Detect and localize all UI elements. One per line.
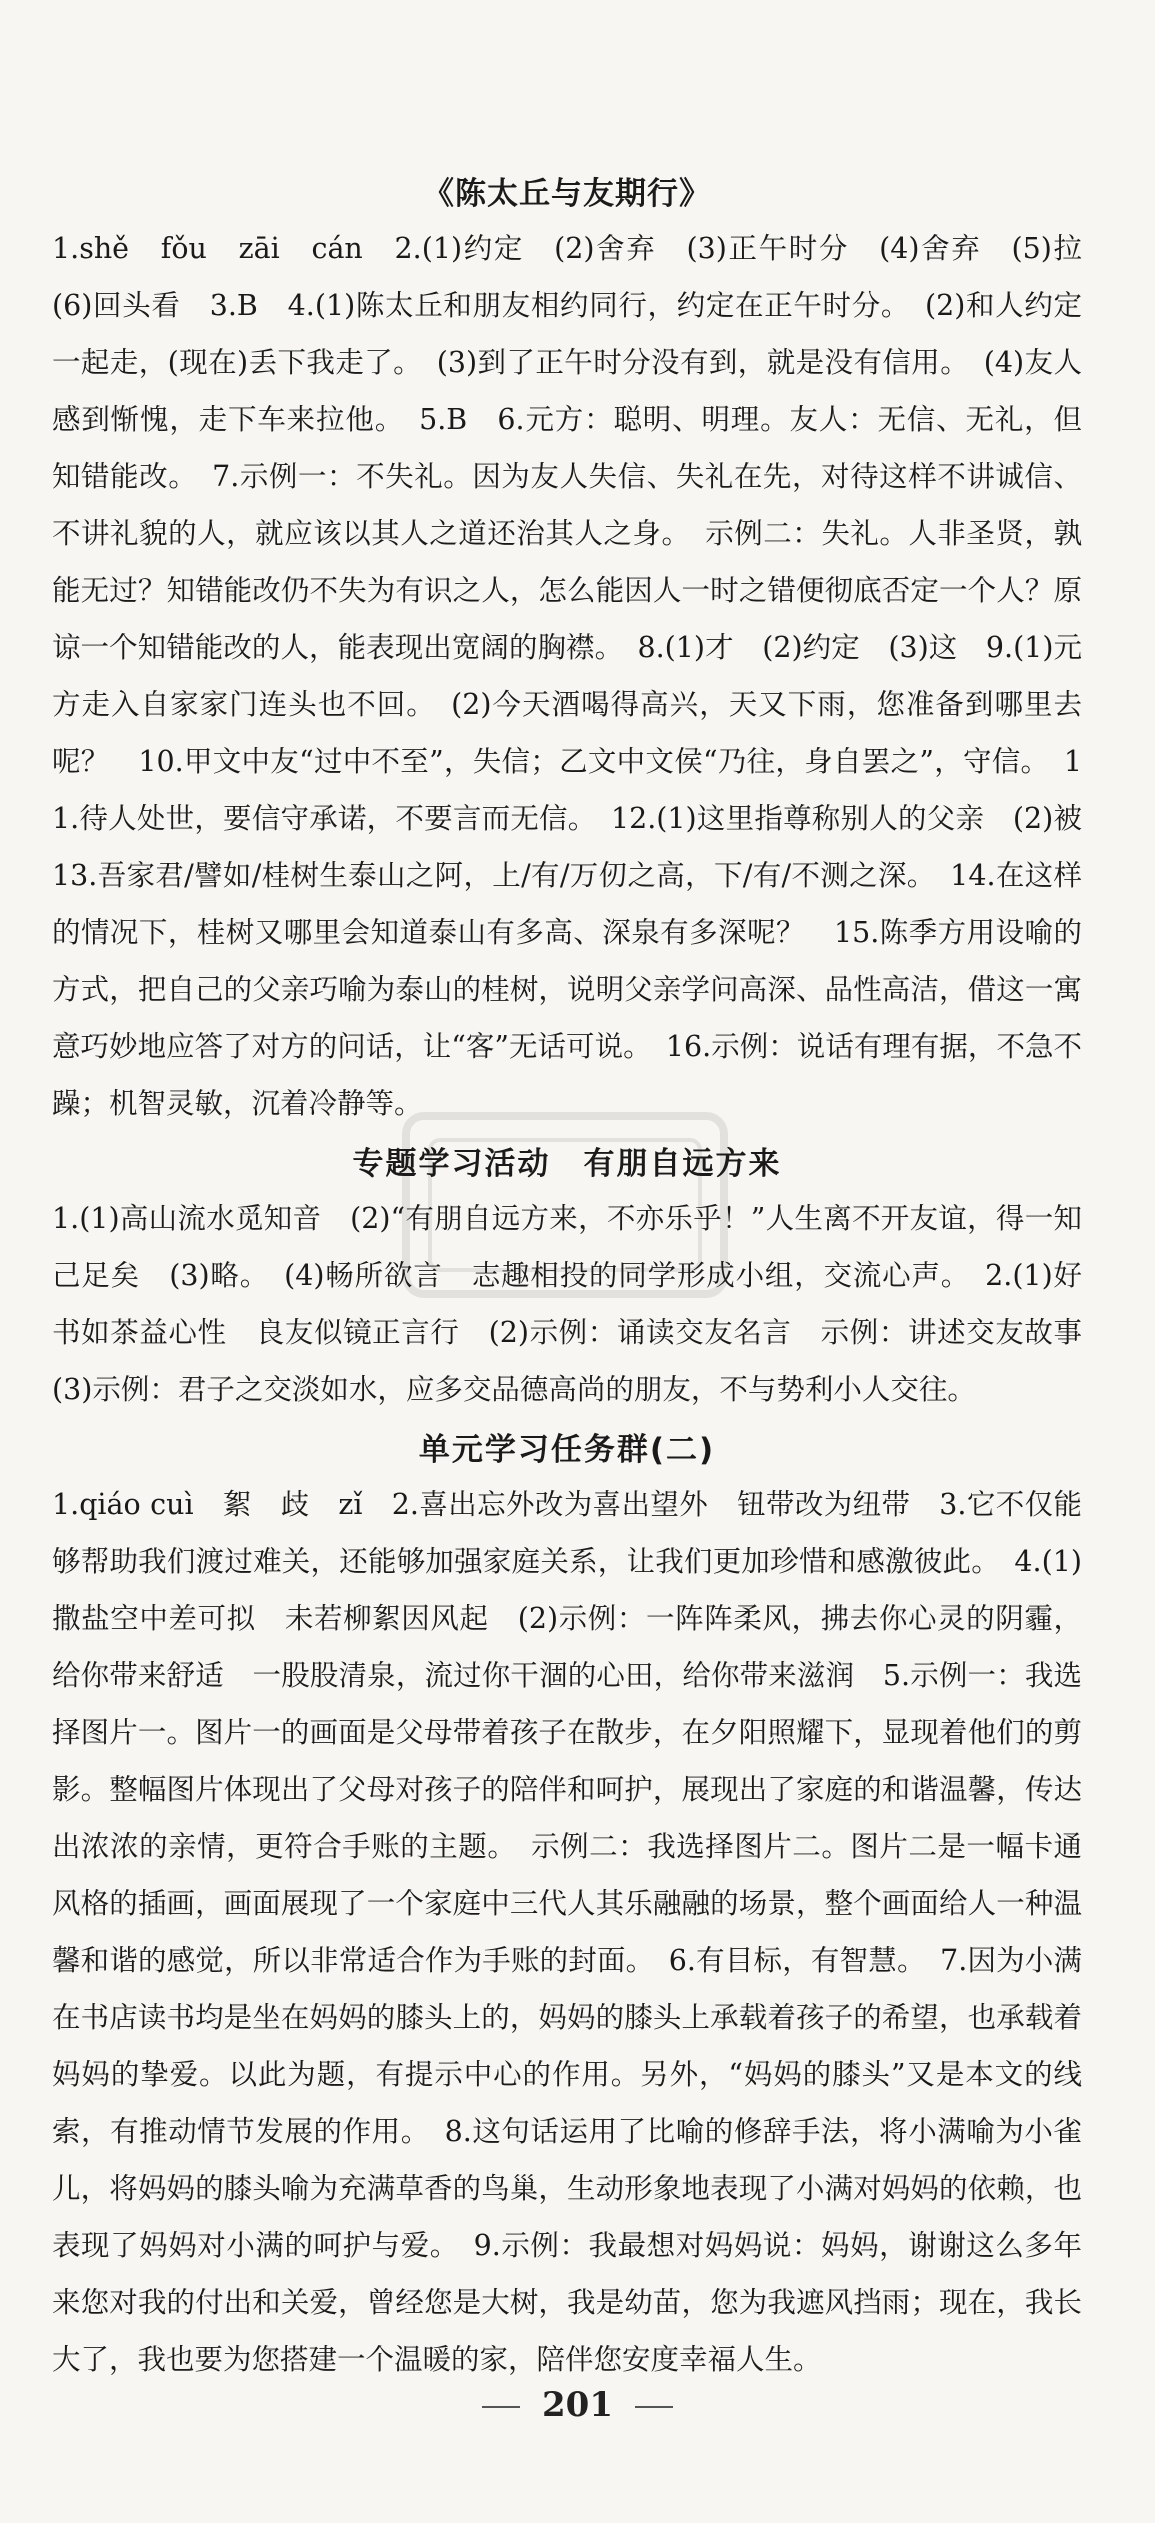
answer-paragraph: 1.shě fǒu zāi cán 2.(1)约定 (2)舍弃 (3)正午时分 (4)舍弃 (5)拉 (6)回头看 3.B 4.(1)陈太丘和朋友相约同行，约定在正午时分。 (2)和人约定一起走，(现在)丢下我走了。 (3)到了正午时分没有到，就是没有信用。 (4)友人感到惭愧，走下车来拉他。 5.B 6.元方：聪明、明理。友人：无信、无礼，但知错能改。 7.示例一：不失礼。因为友人失信、失礼在先，对待这样不讲诚信、不讲礼貌的人，就应该以其人之道还治其人之身。 示例二：失礼。人非圣贤，孰能无过？知错能改仍不失为有识之人，怎么能因人一时之错便彻底否定一个人？原谅一个知错能改的人，能表现出宽阔的胸襟。 8.(1)才 (2)约定 (3)这 9.(1)元方走入自家家门连头也不回。 (2)今天酒喝得高兴，天又下雨，您准备到哪里去呢？ 10.甲文中友“过中不至”，失信；乙文中文侯“乃往，身自罢之”，守信。 11.待人处世，要信守承诺，不要言而无信。 12.(1)这里指尊称别人的父亲 (2)被 13.吾家君/譬如/桂树生泰山之阿，上/有/万仞之高，下/有/不测之深。 14.在这样的情况下，桂树又哪里会知道泰山有多高、深泉有多深呢？ 15.陈季方用设喻的方式，把自己的父亲巧喻为泰山的桂树，说明父亲学问高深、品性高洁，借这一寓意巧妙地应答了对方的问话，让“客”无话可说。 16.示例：说话有理有据，不急不躁；机智灵敏，沉着冷静等。 bbox=[52, 232, 1111, 1120]
content-column bbox=[52, 168, 1111, 2388]
page-number: 201 bbox=[542, 2385, 613, 2425]
answer-paragraph: 1.qiáo cuì 絮 歧 zǐ 2.喜出忘外改为喜出望外 钮带改为纽带 3.它不仅能够帮助我们渡过难关，还能够加强家庭关系，让我们更加珍惜和感激彼此。 4.(1)撒盐空中差可拟 未若柳絮因风起 (2)示例：一阵阵柔风，拂去你心灵的阴霾，给你带来舒适 一股股清泉，流过你干涸的心田，给你带来滋润 5.示例一：我选择图片一。图片一的画面是父母带着孩子在散步，在夕阳照耀下，显现着他们的剪影。整幅图片体现出了父母对孩子的陪伴和呵护，展现出了家庭的和谐温馨，传达出浓浓的亲情，更符合手账的主题。 示例二：我选择图片二。图片二是一幅卡通风格的插画，画面展现了一个家庭中三代人其乐融融的场景，整个画面给人一种温馨和谐的感觉，所以非常适合作为手账的封面。 6.有目标，有智慧。 7.因为小满在书店读书均是坐在妈妈的膝头上的，妈妈的膝头上承载着孩子的希望，也承载着妈妈的挚爱。以此为题，有提示中心的作用。另外，“妈妈的膝头”又是本文的线索，有推动情节发展的作用。 8.这句话运用了比喻的修辞手法，将小满喻为小雀儿，将妈妈的膝头喻为充满草香的鸟巢，生动形象地表现了小满对妈妈的依赖，也表现了妈妈对小满的呵护与爱。 9.示例：我最想对妈妈说：妈妈，谢谢这么多年来您对我的付出和关爱，曾经您是大树，我是幼苗，您为我遮风挡雨；现在，我长大了，我也要为您搭建一个温暖的家，陪伴您安度幸福人生。 bbox=[52, 1488, 1082, 2376]
section-chen-taiqiu bbox=[52, 168, 1111, 1132]
section-special-activity bbox=[52, 1138, 1111, 1418]
left-dash bbox=[482, 2406, 520, 2408]
page-footer bbox=[0, 2385, 1155, 2425]
section-unit-tasks-two bbox=[52, 1424, 1082, 2388]
section-title: 专题学习活动 有朋自远方来 bbox=[352, 1146, 782, 1182]
section-title: 单元学习任务群(二) bbox=[418, 1432, 716, 1468]
section-title: 《陈太丘与友期行》 bbox=[423, 176, 711, 212]
answer-paragraph: 1.(1)高山流水觅知音 (2)“有朋自远方来，不亦乐乎！”人生离不开友谊，得一知己足矣 (3)略。 (4)畅所欲言 志趣相投的同学形成小组，交流心声。 2.(1)好书如茶益心性 良友似镜正言行 (2)示例：诵读交友名言 示例：讲述交友故事 (3)示例：君子之交淡如水，应多交品德高尚的朋友，不与势利小人交往。 bbox=[52, 1202, 1111, 1406]
right-dash bbox=[635, 2406, 673, 2408]
